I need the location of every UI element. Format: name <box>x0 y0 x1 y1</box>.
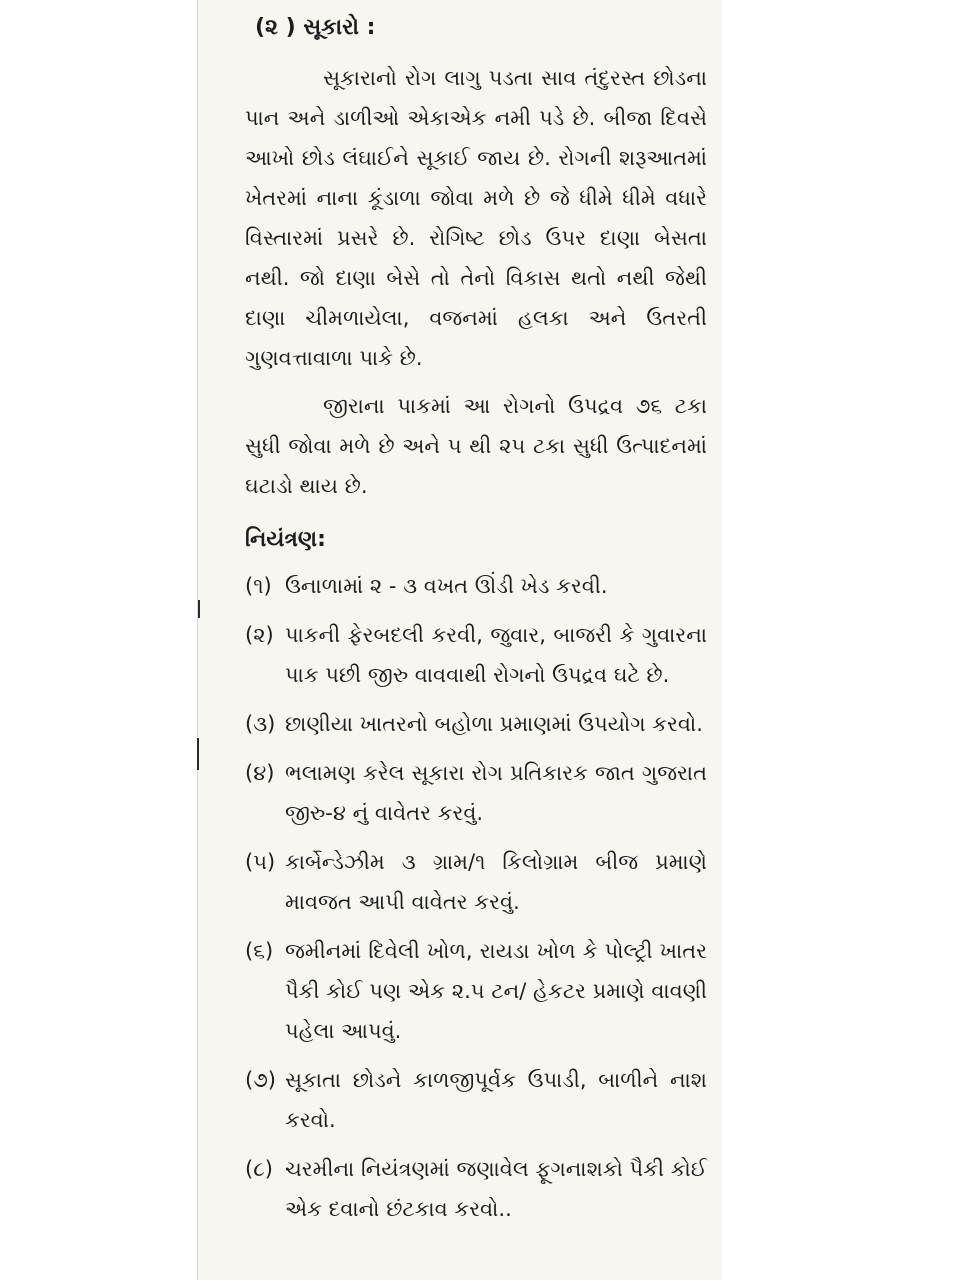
control-item-number: (૪) <box>245 761 275 785</box>
control-item-text: સૂકાતા છોડને કાળજીપૂર્વક ઉપાડી, બાળીને નાશ કરવો. <box>285 1068 707 1132</box>
control-item-number: (૧) <box>245 574 272 598</box>
control-item-text: પાકની ફેરબદલી કરવી, જુવાર, બાજરી કે ગુવારના પાક પછી જીરુ વાવવાથી રોગનો ઉપદ્રવ ઘટે છે. <box>285 623 707 687</box>
control-item-text: જમીનમાં દિવેલી ખોળ, રાયડા ખોળ કે પોલ્ટ્રી ખાતર પૈકી કોઈ પણ એક ૨.૫ ટન/ હેકટર પ્રમાણે વાવણી પહેલા આપવું. <box>285 939 707 1043</box>
control-item-text: કાર્બેન્ડેઝીમ ૩ ગ્રામ/૧ કિલોગ્રામ બીજ પ્રમાણે માવજત આપી વાવેતર કરવું. <box>285 850 707 914</box>
control-item <box>245 753 707 833</box>
control-item-text: ઉનાળામાં ૨ - ૩ વખત ઊંડી ખેડ કરવી. <box>285 574 608 598</box>
control-item-number: (૫) <box>245 850 276 874</box>
section-heading: (૨ ) સૂકારો : <box>255 15 376 40</box>
section-paragraph: સૂકારાનો રોગ લાગુ પડતા સાવ તંદુરસ્ત છોડના પાન અને ડાળીઓ એકાએક નમી પડે છે. બીજા દિવસે આખો છોડ લંઘાઈને સૂકાઈ જાય છે. રોગની શરૂઆતમાં ખેતરમાં નાના કૂંડાળા જોવા મળે છે જે ધીમે ધીમે વધારે વિસ્તારમાં પ્રસરે છે. રોગિષ્ટ છોડ ઉપર દાણા બેસતા નથી. જો દાણા બેસે તો તેનો વિકાસ થતો નથી જેથી દાણા ચીમળાયેલા, વજનમાં હલકા અને ઉતરતી ગુણવત્તાવાળા પાકે છે. <box>245 66 707 370</box>
control-heading: નિયંત્રણ: <box>245 527 326 552</box>
margin-mark <box>197 738 199 770</box>
control-item <box>245 615 707 695</box>
margin-mark <box>198 600 200 618</box>
control-item <box>245 931 707 1051</box>
control-item <box>245 842 707 922</box>
control-item <box>245 566 707 606</box>
control-item-number: (૭) <box>245 1068 276 1092</box>
control-item <box>245 704 707 744</box>
control-item-number: (૬) <box>245 939 274 963</box>
control-item-text: ચરમીના નિયંત્રણમાં જણાવેલ ફૂગનાશકો પૈકી કોઈ એક દવાનો છંટકાવ કરવો.. <box>285 1157 707 1221</box>
section-paragraph: જીરાના પાકમાં આ રોગનો ઉપદ્રવ ૭૬ ટકા સુધી જોવા મળે છે અને ૫ થી ૨૫ ટકા સુધી ઉત્પાદનમાં ઘટાડો થાય છે. <box>245 394 707 498</box>
control-item-number: (૩) <box>245 712 276 736</box>
control-item <box>245 1149 707 1229</box>
control-item-text: ભલામણ કરેલ સૂકારા રોગ પ્રતિકારક જાત ગુજરાત જીરુ-૪ નું વાવેતર કરવું. <box>285 761 707 825</box>
control-list <box>245 566 707 1229</box>
control-item-number: (૨) <box>245 623 274 647</box>
control-item-text: છાણીયા ખાતરનો બહોળા પ્રમાણમાં ઉપયોગ કરવો. <box>285 712 703 736</box>
document-body <box>245 8 707 1238</box>
control-item <box>245 1060 707 1140</box>
control-item-number: (૮) <box>245 1157 273 1181</box>
